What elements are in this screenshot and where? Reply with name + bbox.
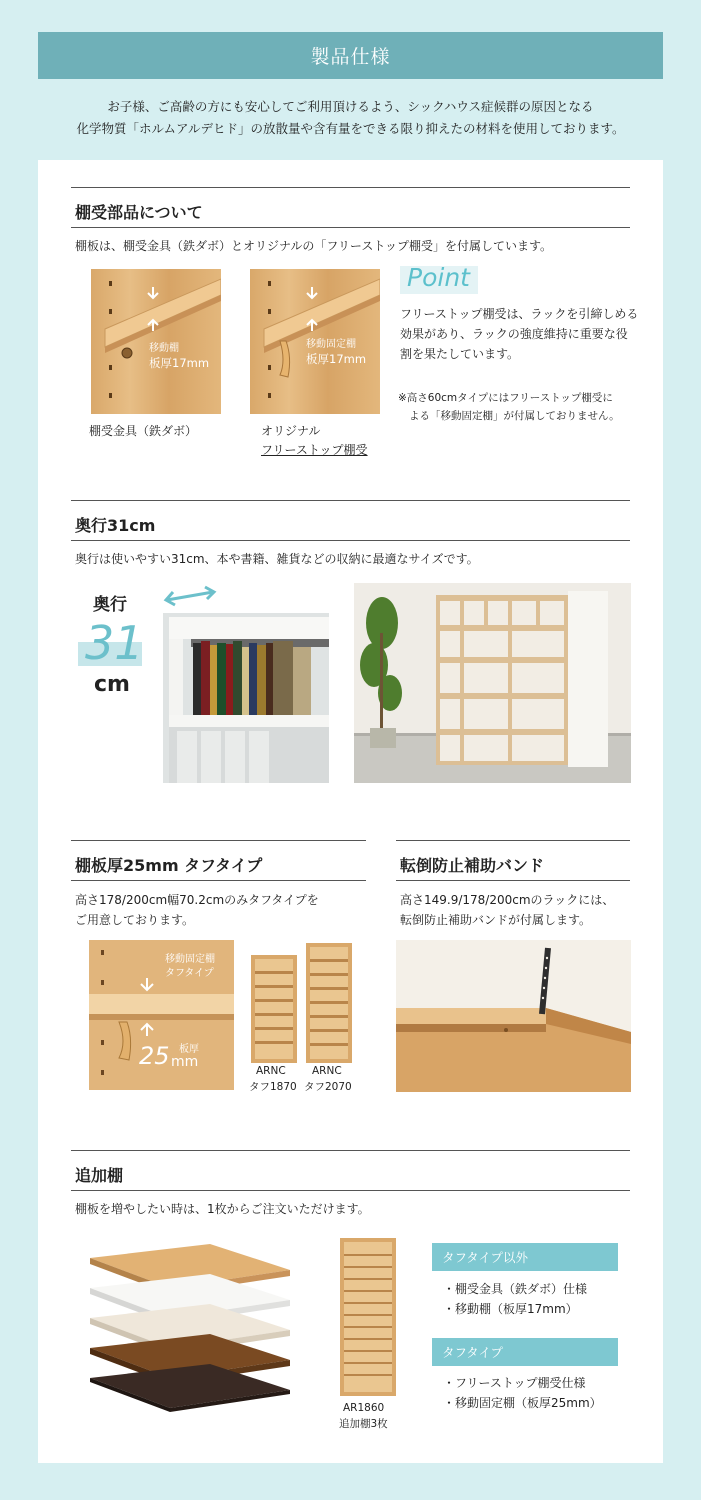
- point-line-3: 割を果たしています。: [400, 347, 520, 361]
- tough-desc-line-1: 高さ178/200cm幅70.2cmのみタフタイプを: [75, 893, 319, 907]
- point-line-2: 効果があり、ラックの強度維持に重要な役: [400, 327, 628, 341]
- shelf-boards-icon: [80, 1240, 300, 1412]
- band-desc-line-2: 転倒防止補助バンドが付属します。: [400, 913, 592, 927]
- section-divider: [71, 1190, 630, 1191]
- ar1860-shelf-icon: [340, 1238, 396, 1396]
- section-heading-bracket: 棚受部品について: [75, 203, 203, 222]
- ar1860-line-1: AR1860: [343, 1402, 385, 1414]
- photo1-label-2: 板厚17mm: [149, 356, 210, 370]
- tag1-item-2: ・移動棚（板厚17mm）: [443, 1302, 578, 1316]
- page-title: 製品仕様: [310, 46, 391, 68]
- point-line-1: フリーストップ棚受は、ラックを引締しめる: [400, 307, 639, 321]
- depth-unit: cm: [94, 672, 130, 697]
- intro-text: [0, 96, 701, 140]
- tough-photo-label-2: タフタイプ: [165, 968, 214, 979]
- note-line-2: よる「移動固定棚」が付属しておりません。: [409, 410, 620, 422]
- thickness-label: 板厚: [179, 1044, 199, 1055]
- depth-description: 奥行は使いやすい31cm、本や書籍、雑貨などの収納に最適なサイズです。: [75, 552, 479, 566]
- note-line-1: ※高さ60cmタイプにはフリーストップ棚受に: [398, 392, 613, 404]
- shelf-books-photo: [163, 613, 329, 783]
- tough-desc-line-2: ご用意しております。: [75, 913, 195, 927]
- tag-tough: [432, 1338, 618, 1366]
- caption-iron-dowel: 棚受金具（鉄ダボ）: [89, 424, 198, 438]
- tough-shelf-1870-icon: [251, 955, 297, 1063]
- shelf2070-line-1: ARNC: [312, 1065, 342, 1077]
- tag2-item-2: ・移動固定棚（板厚25mm）: [443, 1396, 602, 1410]
- bracket-photo-iron: [91, 269, 221, 414]
- thickness-unit: mm: [171, 1054, 199, 1070]
- page-title-banner: [38, 32, 663, 79]
- section-heading-extra: 追加棚: [75, 1166, 124, 1185]
- caption-freestop: フリーストップ棚受: [261, 443, 368, 457]
- section-divider: [71, 840, 366, 841]
- bracket-description: 棚板は、棚受金具（鉄ダボ）とオリジナルの「フリーストップ棚受」を付属しています。: [75, 239, 553, 253]
- intro-line-2: 化学物質「ホルムアルデヒド」の放散量や含有量をできる限り抑えたの材料を使用しております。: [76, 121, 625, 136]
- shelf1870-line-1: ARNC: [256, 1065, 286, 1077]
- photo2-label-2: 板厚17mm: [306, 352, 367, 366]
- section-divider: [396, 880, 630, 881]
- bracket-photo-freestop: [250, 269, 380, 414]
- shelf2070-line-2: タフ2070: [304, 1081, 352, 1093]
- tag-non-tough-label: タフタイプ以外: [442, 1250, 529, 1265]
- depth-label: 奥行: [93, 595, 127, 615]
- caption-original: オリジナル: [261, 424, 321, 438]
- ar1860-line-2: 追加棚3枚: [339, 1418, 388, 1430]
- shelf1870-line-2: タフ1870: [249, 1081, 297, 1093]
- section-heading-band: 転倒防止補助バンド: [400, 856, 545, 875]
- books-illustration: [163, 613, 329, 783]
- room-bookshelf-photo: [354, 583, 631, 783]
- band-illustration: [396, 940, 631, 1092]
- thickness-value: 25: [139, 1042, 170, 1070]
- tag-tough-label: タフタイプ: [442, 1345, 504, 1360]
- room-illustration: [354, 583, 631, 783]
- tag-non-tough: [432, 1243, 618, 1271]
- depth-number: 31: [85, 616, 144, 670]
- band-desc-line-1: 高さ149.9/178/200cmのラックには、: [400, 893, 615, 907]
- point-title: Point: [407, 263, 470, 292]
- photo1-label-1: 移動棚: [149, 343, 179, 354]
- depth-arrow-icon: [163, 584, 218, 608]
- section-divider: [396, 840, 630, 841]
- tough-photo-label-1: 移動固定棚: [165, 954, 215, 965]
- section-divider: [71, 500, 630, 501]
- section-divider: [71, 1150, 630, 1151]
- section-heading-tough: 棚板厚25mm タフタイプ: [75, 856, 263, 875]
- extra-description: 棚板を増やしたい時は、1枚からご注文いただけます。: [75, 1202, 370, 1216]
- band-photo: [396, 940, 631, 1092]
- photo2-label-1: 移動固定棚: [306, 339, 356, 350]
- section-heading-depth: 奥行31cm: [75, 516, 156, 535]
- tag2-item-1: ・フリーストップ棚受仕様: [443, 1376, 586, 1390]
- intro-line-1: お子様、ご高齢の方にも安心してご利用頂けるよう、シックハウス症候群の原因となる: [107, 99, 594, 114]
- tag1-item-1: ・棚受金具（鉄ダボ）仕様: [443, 1282, 588, 1296]
- section-divider: [71, 227, 630, 228]
- section-divider: [71, 540, 630, 541]
- tough-shelf-2070-icon: [306, 943, 352, 1063]
- section-divider: [71, 187, 630, 188]
- tough-shelf-photo: [89, 940, 234, 1090]
- section-divider: [71, 880, 366, 881]
